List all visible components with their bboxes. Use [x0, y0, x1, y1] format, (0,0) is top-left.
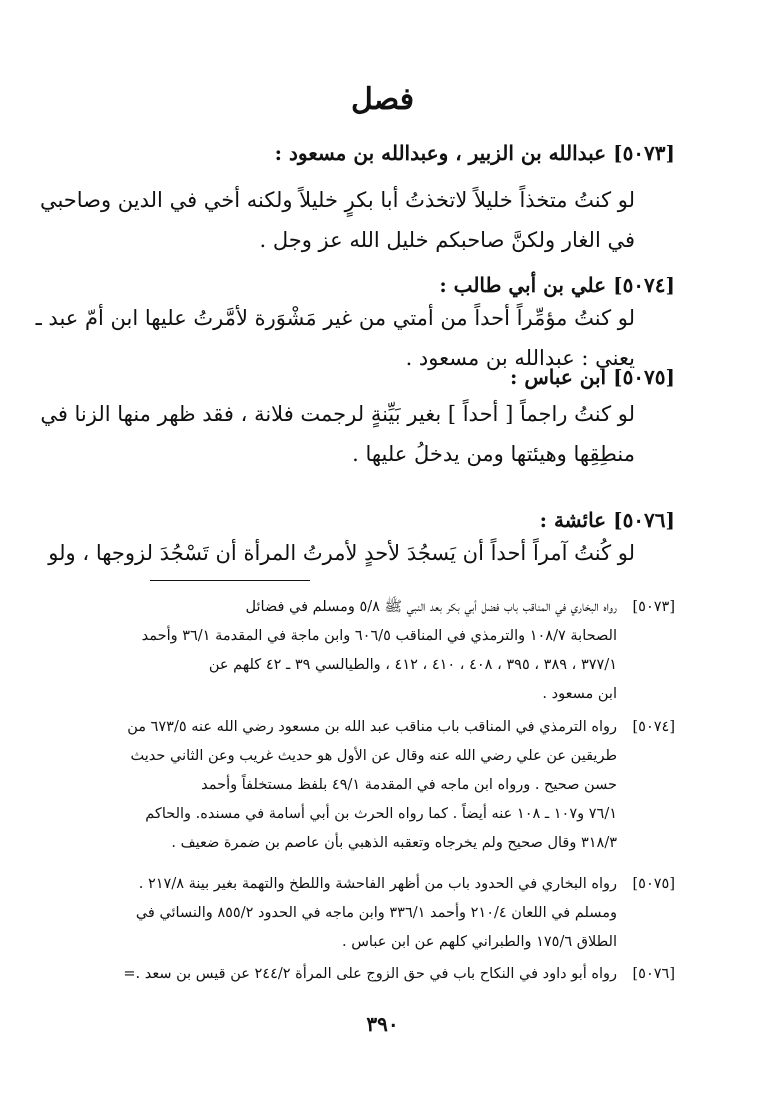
footnote-number: [٥٠٧٦]: [632, 966, 675, 982]
entry-5073: [95, 138, 675, 168]
entry-narrator: علي بن أبي طالب :: [439, 273, 607, 297]
entry-text-5076: [48, 533, 635, 573]
page-number: ٣٩٠: [366, 1012, 399, 1036]
entry-number: [٥٠٧٤]: [613, 273, 675, 297]
footnote-5076: [95, 960, 675, 989]
entry-heading: [95, 138, 675, 168]
section-title: فصل: [350, 82, 415, 117]
footnote-5075: [95, 870, 675, 957]
entry-number: [٥٠٧٦]: [613, 508, 675, 532]
entry-heading: [95, 362, 675, 392]
entry-narrator: ابن عباس :: [509, 365, 607, 389]
text-line: لو كُنتُ آمراً أحداً أن يَسجُدَ لأحدٍ لأمرتُ المرأة أن تَسْجُدَ لزوجها ، ولو: [48, 541, 635, 565]
entry-text-5073: [39, 180, 635, 260]
footnote-line: ٣١٨/٣ وقال صحيح ولم يخرجاه وتعقبه الذهبي بأن عاصم بن ضمرة ضعيف .: [171, 835, 617, 851]
text-line: يعني : عبدالله بن مسعود .: [405, 346, 635, 370]
footnote-line: ٧٦/١ و١٠٧ ـ ١٠٨ عنه أيضاً . كما رواه الحرث بن أبي أسامة في مسنده. والحاكم: [145, 806, 617, 822]
entry-heading: [95, 270, 675, 300]
footnote-number: [٥٠٧٤]: [632, 719, 675, 735]
entry-number: [٥٠٧٣]: [613, 141, 675, 165]
footnote-line: طريقين عن علي رضي الله عنه وقال عن الأول هو حديث غريب وعن الثاني حديث: [130, 748, 617, 764]
footnote-5073: [95, 593, 675, 709]
text-line: في الغار ولكنَّ صاحبكم خليل الله عز وجل .: [259, 228, 635, 252]
text-line: لو كنتُ مؤمِّراً أحداً من أمتي من غير مَشْوَرة لأمَّرتُ عليها ابن أمّ عبد ـ: [35, 306, 635, 330]
text-line: لو كنتُ متخذاً خليلاً لاتخذتُ أبا بكرٍ خليلاً ولكنه أخي في الدين وصاحبي: [39, 188, 635, 212]
entry-5075: [95, 362, 675, 392]
footnote-line: رواه البخاري في الحدود باب من أظهر الفاحشة واللطخ والتهمة بغير بينة ٢١٧/٨ .: [138, 876, 617, 892]
footnote-line: رواه أبو داود في النكاح باب في حق الزوج على المرأة ٢٤٤/٢ عن قيس بن سعد .=: [123, 966, 617, 982]
text-line: منطِقِها وهيئتها ومن يدخلُ عليها .: [352, 442, 635, 466]
footnote-line: الطلاق ١٧٥/٦ والطبراني كلهم عن ابن عباس .: [341, 934, 617, 950]
entry-narrator: عبدالله بن الزبير ، وعبدالله بن مسعود :: [274, 141, 607, 165]
entry-5076: [95, 505, 675, 535]
footnote-line: الصحابة ١٠٨/٧ والترمذي في المناقب ٦٠٦/٥ وابن ماجة في المقدمة ٣٦/١ وأحمد: [141, 628, 617, 644]
footnote-5074: [95, 713, 675, 858]
footnote-number: [٥٠٧٥]: [632, 876, 675, 892]
footnote-body: [95, 870, 617, 957]
entry-number: [٥٠٧٥]: [613, 365, 675, 389]
footnote-line: رواه البخاري في المناقب باب فضل أبي بكر بعد النبي ﷺ ٥/٨ ومسلم في فضائل: [245, 599, 617, 615]
footnote-body: [95, 713, 617, 858]
footnote-line: حسن صحيح . ورواه ابن ماجه في المقدمة ٤٩/١ بلفظ مستخلفاً وأحمد: [201, 777, 617, 793]
footnote-number: [٥٠٧٣]: [632, 599, 675, 615]
footnote-line: رواه الترمذي في المناقب باب مناقب عبد الله بن مسعود رضي الله عنه ٦٧٣/٥ من: [127, 719, 617, 735]
entry-narrator: عائشة :: [539, 508, 607, 532]
text-line: لو كنتُ راجماً [ أحداً ] بغير بَيِّنةٍ لرجمت فلانة ، فقد ظهر منها الزنا في: [40, 402, 635, 426]
footnote-separator: [150, 580, 310, 581]
entry-text-5075: [40, 394, 635, 474]
footnote-line: ومسلم في اللعان ٢١٠/٤ وأحمد ٣٣٦/١ وابن ماجه في الحدود ٨٥٥/٢ والنسائي في: [135, 905, 617, 921]
entry-5074: [95, 270, 675, 300]
entry-heading: [95, 505, 675, 535]
footnote-line: ابن مسعود .: [542, 686, 617, 702]
footnote-body: [95, 593, 617, 709]
footnote-line: ٣٧٧/١ ، ٣٨٩ ، ٣٩٥ ، ٤٠٨ ، ٤١٠ ، ٤١٢ ، والطيالسي ٣٩ ـ ٤٢ كلهم عن: [208, 657, 617, 673]
footnote-body: [95, 960, 617, 989]
